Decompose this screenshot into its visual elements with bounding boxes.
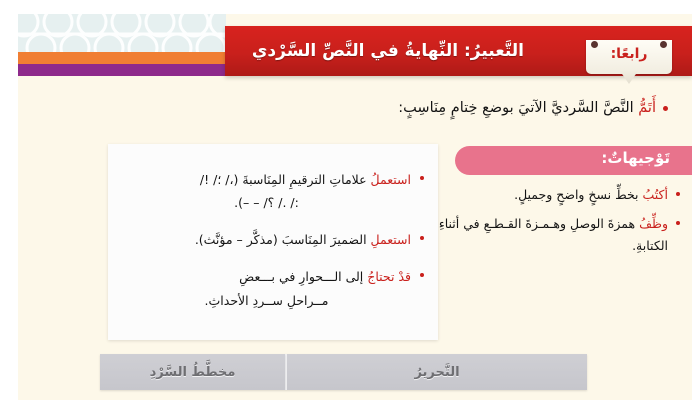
task-item-text: إلى الـــحوارِ في بـــعضِ [239, 269, 364, 285]
instruction-highlight: أَتَمُّ [638, 100, 656, 116]
guidance-item-highlight: أكتُبُ [642, 187, 668, 202]
orange-accent-bar [18, 52, 226, 64]
task-item-text: الضميرَ المِنَاسبَ (مذكَّر – مؤنَّث). [194, 232, 367, 248]
banner-title-text: التَّعبيرُ: النِّهايةُ في النَّصِّ السَّرْدي [251, 41, 524, 61]
ribbon-tail [620, 71, 638, 84]
guidance-item-text: بخطِّ نسخٍ واضحٍ وجميلٍ. [514, 187, 639, 202]
title-banner [225, 26, 692, 76]
task-item-highlight: استعملِ [370, 232, 411, 248]
mukhattat-assard-button[interactable] [100, 354, 285, 390]
task-item-highlight: قدْ تحتاجُ [367, 269, 411, 285]
tahrir-button-label: التَّحريرُ [414, 364, 460, 380]
footer-button-bar [100, 354, 587, 390]
task-item-text-line2: :/ ./ ؟/ – –). [234, 195, 299, 211]
section-number-label: رابعًا: [610, 46, 648, 62]
tahrir-button[interactable] [285, 354, 587, 390]
guidance-item-text: همزةَ الوصلِ وهـمـزةَ القـطـعِ [483, 215, 636, 231]
mukhattat-assard-button-label: مخطَّطُ السَّرْدِ [149, 364, 236, 380]
task-list [122, 168, 424, 326]
guidance-list [438, 184, 680, 264]
purple-accent-bar [18, 64, 226, 76]
guidance-item [438, 184, 680, 206]
task-item [122, 168, 424, 214]
guidance-tab-label: تَوْجيهاتٌ: [601, 149, 670, 167]
task-item-highlight: استعملُ [370, 172, 411, 187]
task-item [122, 228, 424, 251]
guidance-tab [455, 146, 692, 175]
guidance-item-highlight: وظِّفُ [639, 215, 668, 231]
bullet-dot-icon [663, 106, 668, 111]
task-item-text: علاماتِ الترقيمِ المِنَاسبةَ (،/ ؛/ !/ [199, 172, 367, 187]
guidance-item [438, 213, 680, 257]
instruction-text: النَّصَّ السَّرديَّ الآتيَ بوضعِ خِتامٍ مِنَاسِبٍ: [398, 100, 634, 116]
guidance-item-text-line2: في أثناءِ الكتابةِ. [438, 215, 668, 253]
section-number-ribbon [586, 40, 672, 86]
task-card [108, 144, 438, 340]
task-item [122, 265, 424, 311]
instruction-line [28, 100, 668, 116]
task-item-text-line2: مــراحلِ ســردِ الأحداثِ. [204, 292, 329, 308]
